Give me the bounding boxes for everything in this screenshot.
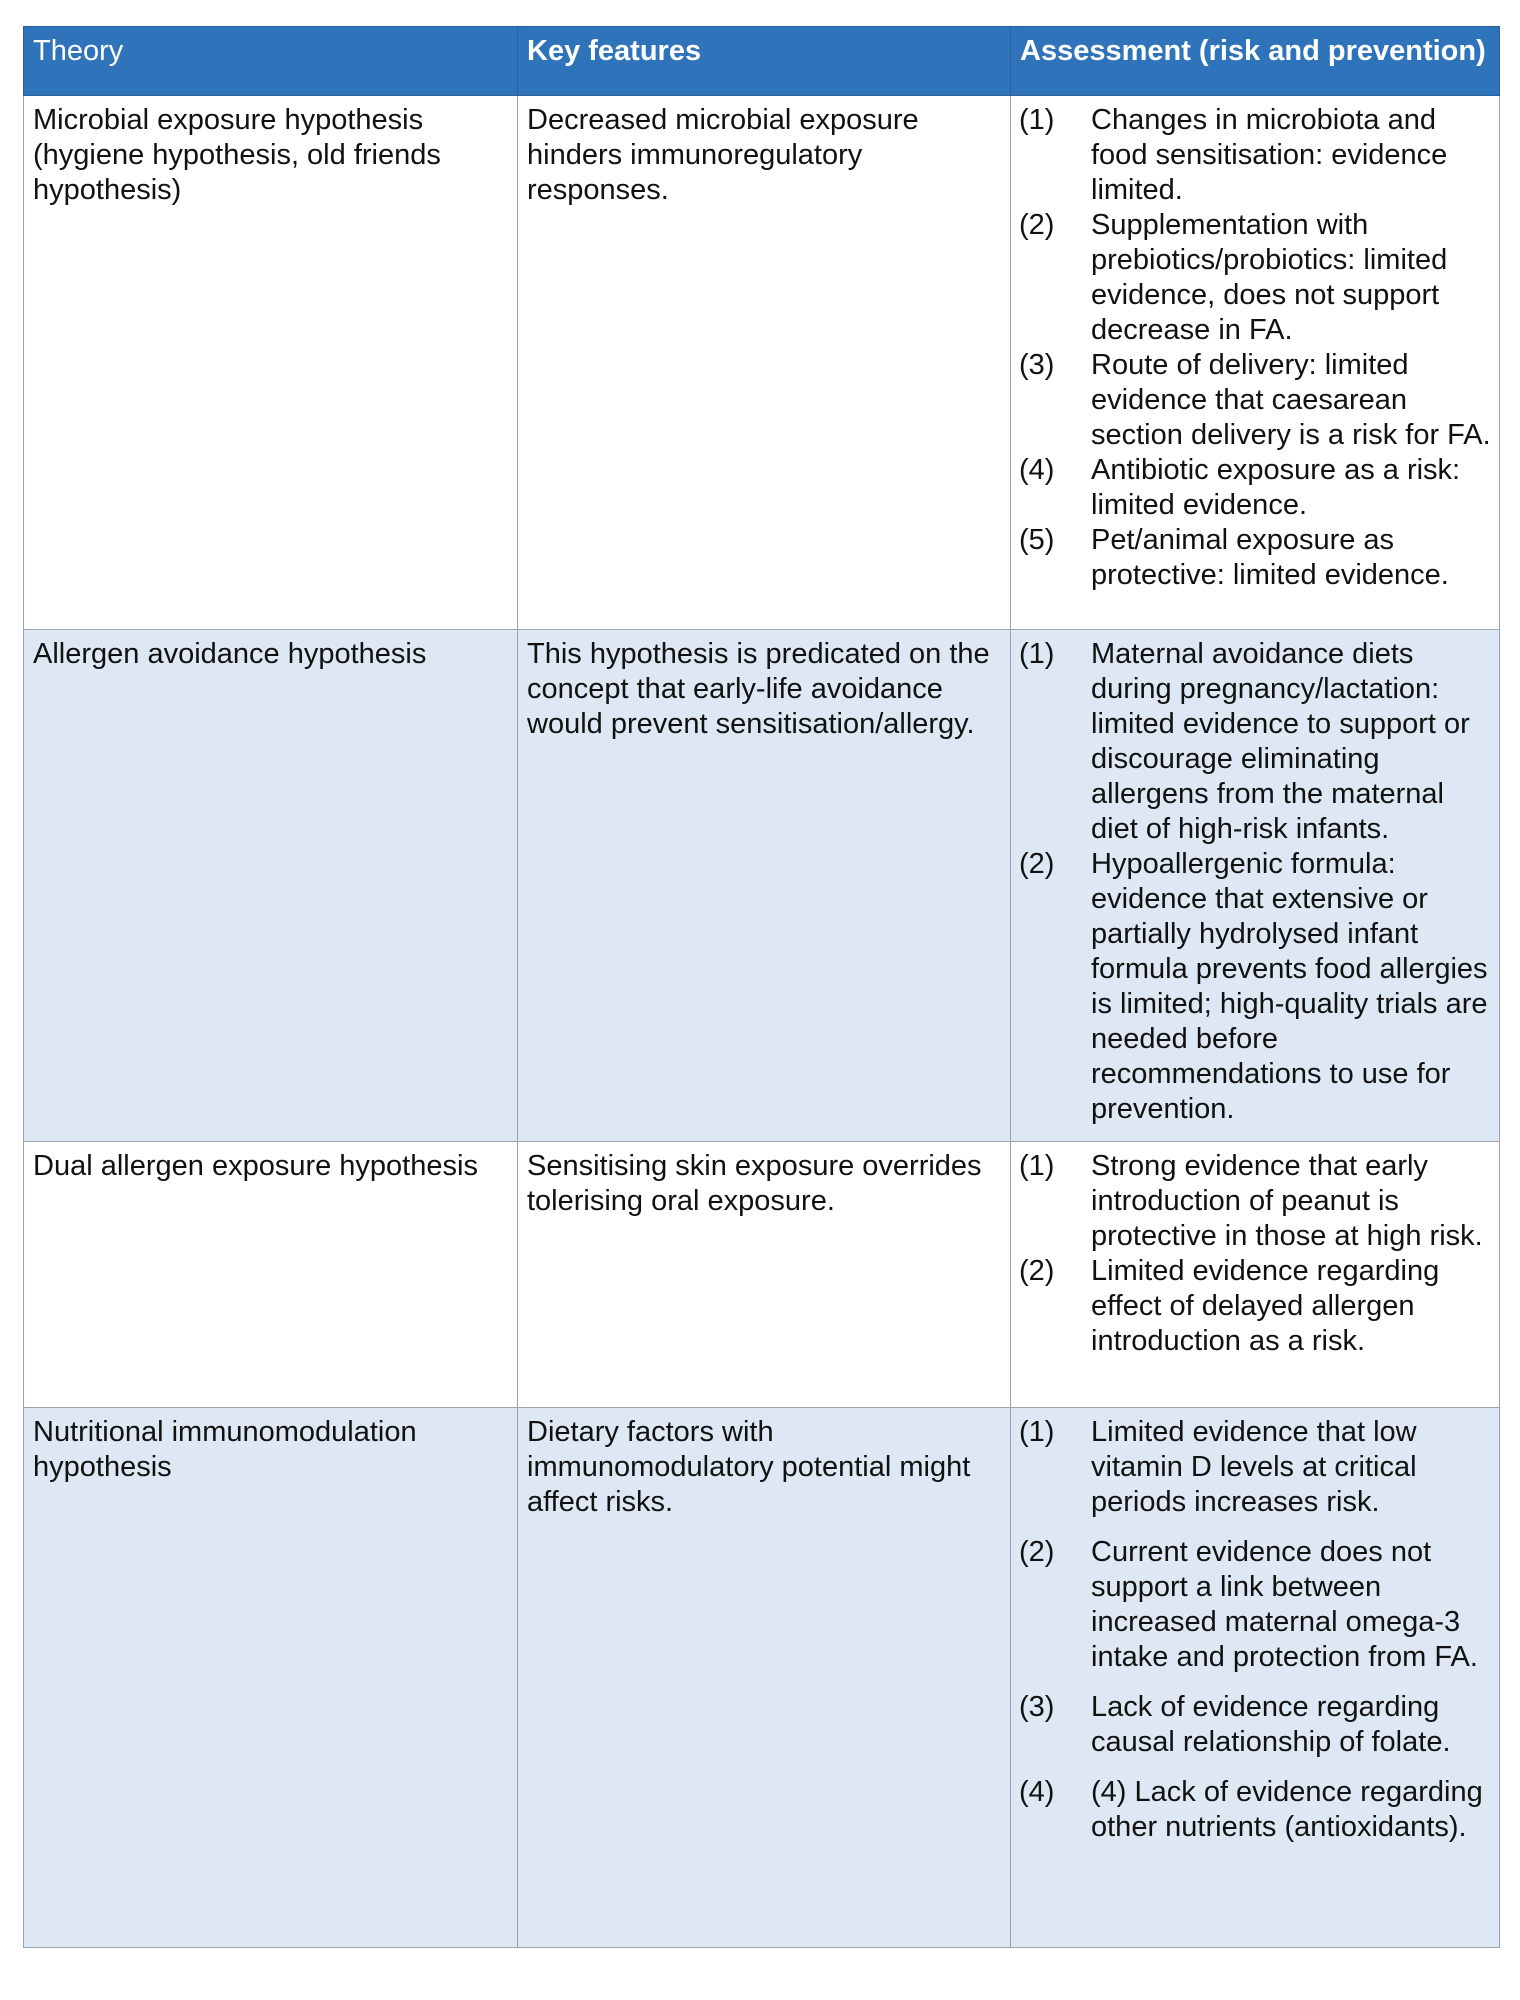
- theory-cell: Allergen avoidance hypothesis: [24, 630, 518, 1142]
- item-text: Limited evidence regarding effect of delayed allergen introduction as a risk.: [1091, 1255, 1440, 1357]
- item-text: Antibiotic exposure as a risk: limited evidence.: [1091, 454, 1461, 521]
- assessment-list: [1019, 103, 1493, 593]
- item-text: Pet/animal exposure as protective: limited evidence.: [1091, 524, 1449, 591]
- item-number: (5): [1019, 524, 1055, 556]
- item-text: Lack of evidence regarding causal relationship of folate.: [1091, 1691, 1451, 1758]
- item-text: Supplementation with prebiotics/probiotics: limited evidence, does not support decrease in FA.: [1091, 209, 1448, 346]
- list-item: [1019, 1775, 1493, 1845]
- header-theory: Theory: [24, 27, 518, 96]
- table-row: [24, 1408, 1500, 1948]
- item-number: (2): [1019, 1536, 1055, 1568]
- item-text: Changes in microbiota and food sensitisation: evidence limited.: [1091, 104, 1448, 206]
- assessment-list: [1019, 1149, 1493, 1359]
- item-number: (2): [1019, 1255, 1055, 1287]
- item-number: (3): [1019, 1691, 1055, 1723]
- item-text: Route of delivery: limited evidence that caesarean section delivery is a risk for FA.: [1091, 349, 1491, 451]
- list-item: [1019, 348, 1493, 453]
- item-number: (4): [1019, 454, 1055, 486]
- item-number: (1): [1019, 1416, 1055, 1448]
- assessment-cell: [1011, 630, 1500, 1142]
- item-text: Strong evidence that early introduction of peanut is protective in those at high risk.: [1091, 1150, 1483, 1252]
- item-number: (2): [1019, 209, 1055, 241]
- table-row: [24, 630, 1500, 1142]
- theory-cell: Nutritional immunomodulation hypothesis: [24, 1408, 518, 1948]
- list-item: [1019, 523, 1493, 593]
- item-number: (1): [1019, 1150, 1055, 1182]
- item-number: (3): [1019, 349, 1055, 381]
- list-item: [1019, 1690, 1493, 1760]
- theories-table: [23, 26, 1500, 1948]
- theory-cell: Dual allergen exposure hypothesis: [24, 1142, 518, 1408]
- list-item: [1019, 208, 1493, 348]
- assessment-list: [1019, 637, 1493, 1127]
- item-number: (4): [1019, 1776, 1055, 1808]
- key-features-cell: Sensitising skin exposure overrides tolerising oral exposure.: [518, 1142, 1011, 1408]
- list-item: [1019, 1254, 1493, 1359]
- item-text: (4) Lack of evidence regarding other nutrients (antioxidants).: [1091, 1776, 1483, 1843]
- list-item: [1019, 1535, 1493, 1675]
- assessment-cell: [1011, 1142, 1500, 1408]
- item-text: Current evidence does not support a link between increased maternal omega-3 intake and protection from FA.: [1091, 1536, 1478, 1673]
- assessment-list: [1019, 1415, 1493, 1845]
- item-text: Hypoallergenic formula: evidence that extensive or partially hydrolysed infant formula prevents food allergies is limited; high-quality trials are needed before recommendations to use for prevention.: [1091, 848, 1488, 1125]
- list-item: [1019, 637, 1493, 847]
- theory-cell: Microbial exposure hypothesis (hygiene hypothesis, old friends hypothesis): [24, 96, 518, 630]
- item-text: Maternal avoidance diets during pregnancy/lactation: limited evidence to support or discourage eliminating allergens from the maternal diet of high-risk infants.: [1091, 638, 1470, 845]
- item-text: Limited evidence that low vitamin D levels at critical periods increases risk.: [1091, 1416, 1417, 1518]
- table-row: [24, 96, 1500, 630]
- item-number: (1): [1019, 638, 1055, 670]
- key-features-cell: This hypothesis is predicated on the concept that early-life avoidance would prevent sensitisation/allergy.: [518, 630, 1011, 1142]
- assessment-cell: [1011, 96, 1500, 630]
- list-item: [1019, 847, 1493, 1127]
- theories-table-container: [23, 26, 1499, 1948]
- list-item: [1019, 453, 1493, 523]
- key-features-cell: Decreased microbial exposure hinders immunoregulatory responses.: [518, 96, 1011, 630]
- list-item: [1019, 1415, 1493, 1520]
- item-number: (1): [1019, 104, 1055, 136]
- header-key-features: Key features: [518, 27, 1011, 96]
- assessment-cell: [1011, 1408, 1500, 1948]
- header-assessment: Assessment (risk and prevention): [1011, 27, 1500, 96]
- key-features-cell: Dietary factors with immunomodulatory potential might affect risks.: [518, 1408, 1011, 1948]
- list-item: [1019, 1149, 1493, 1254]
- list-item: [1019, 103, 1493, 208]
- item-number: (2): [1019, 848, 1055, 880]
- header-row: [24, 27, 1500, 96]
- table-row: [24, 1142, 1500, 1408]
